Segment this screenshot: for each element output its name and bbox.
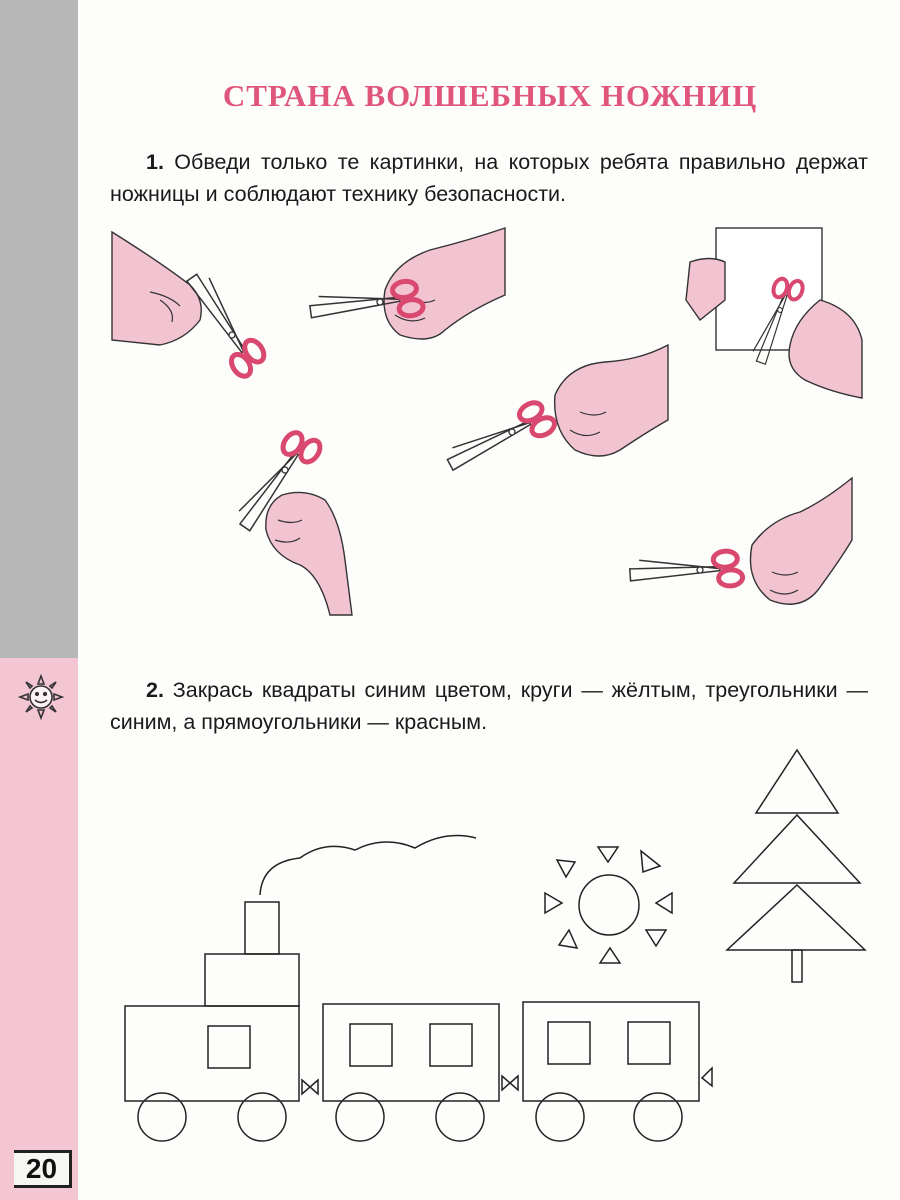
scissors-picture-4 bbox=[442, 345, 668, 481]
sun-drawing bbox=[545, 847, 672, 963]
train-chimney bbox=[245, 902, 279, 954]
train-drawing bbox=[125, 836, 712, 1141]
locomotive-body bbox=[125, 1006, 299, 1101]
scissors-picture-1 bbox=[112, 232, 270, 380]
scissors-picture-2 bbox=[308, 228, 505, 339]
task-1-number: 1. bbox=[146, 150, 164, 174]
page-title: СТРАНА ВОЛШЕБНЫХ НОЖНИЦ bbox=[222, 78, 758, 113]
scissors-picture-6 bbox=[629, 478, 852, 604]
task-2-number: 2. bbox=[146, 678, 164, 702]
task-1-text: Обведи только те картинки, на которых ребята правильно держат ножницы и соблюдают технику безопасности. bbox=[110, 150, 868, 206]
fir-tree-drawing bbox=[727, 750, 865, 982]
scissors-picture-5 bbox=[231, 426, 352, 615]
page-number: 20 bbox=[14, 1150, 72, 1188]
scissors-picture-3 bbox=[686, 228, 862, 398]
train-cab bbox=[205, 954, 299, 1006]
wagon-2 bbox=[523, 1002, 699, 1101]
task-2-text: Закрась квадраты синим цветом, круги — жёлтым, треугольники — синим, а прямоугольники — красным. bbox=[110, 678, 868, 734]
